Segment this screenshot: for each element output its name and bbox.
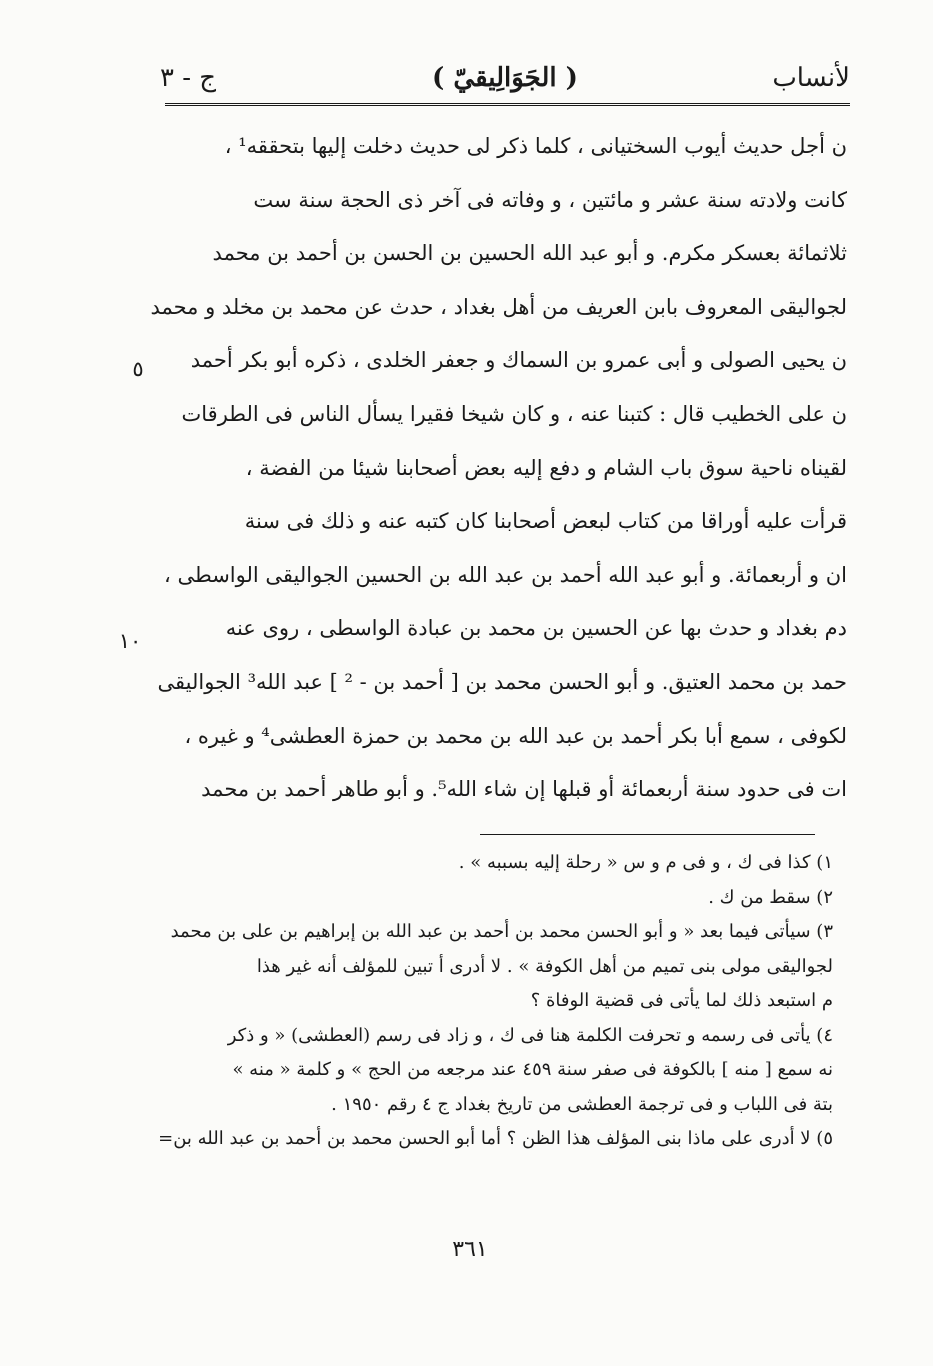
margin-line-number: ١٠ bbox=[118, 629, 142, 653]
footnote-line: م استبعد ذلك لما يأتى فى قضية الوفاة ؟ bbox=[530, 990, 833, 1011]
header-entry-title: ( الجَوَالِيقيّ ) bbox=[432, 63, 578, 93]
text-line: ن أجل حديث أيوب السختيانى ، كلما ذكر لى حديث دخلت إليها بتحققه¹ ، bbox=[224, 134, 847, 158]
page-number: ٣٦١ bbox=[452, 1237, 488, 1262]
footnote-divider bbox=[480, 834, 815, 835]
text-line: ان و أربعمائة. و أبو عبد الله أحمد بن عبد الله بن الحسين الجواليقى الواسطى ، bbox=[164, 562, 847, 587]
text-line: ثلاثمائة بعسكر مكرم. و أبو عبد الله الحسين بن الحسن بن أحمد بن محمد bbox=[212, 241, 847, 266]
text-line: ات فى حدود سنة أربعمائة أو قبلها إن شاء الله⁵. و أبو طاهر أحمد بن محمد bbox=[201, 777, 847, 802]
text-line: ن يحيى الصولى و أبى عمرو بن السماك و جعفر الخلدى ، ذكره أبو بكر أحمد bbox=[190, 348, 847, 373]
text-line: لكوفى ، سمع أبا بكر أحمد بن عبد الله بن محمد بن حمزة العطشى⁴ و غيره ، bbox=[184, 723, 847, 748]
text-line: لجواليقى المعروف بابن العريف من أهل بغداد ، حدث عن محمد بن مخلد و محمد bbox=[150, 294, 847, 319]
footnote-line: لجواليقى مولى بنى تميم من أهل الكوفة » . لا أدرى أ تبين للمؤلف أنه غير هذا bbox=[256, 955, 833, 977]
main-text bbox=[150, 120, 847, 817]
text-line: قرأت عليه أوراقا من كتاب لبعض أصحابنا كان كتبه عنه و ذلك فى سنة bbox=[244, 509, 847, 534]
text-line: دم بغداد و حدث بها عن الحسين بن محمد بن عبادة الواسطى ، روى عنه bbox=[225, 616, 847, 641]
footnote-line: ٢) سقط من ك . bbox=[708, 886, 833, 908]
footnotes bbox=[150, 846, 833, 1157]
footnote-line: ٣) سيأتى فيما بعد « و أبو الحسن محمد بن أحمد بن عبد الله بن إبراهيم بن على بن محمد bbox=[170, 921, 833, 942]
footnote-line: ٥) لا أدرى على ماذا بنى المؤلف هذا الظن ؟ أما أبو الحسن محمد بن أحمد بن عبد الله بن= bbox=[158, 1128, 833, 1149]
text-line: لقيناه ناحية سوق باب الشام و دفع إليه بعض أصحابنا شيئا من الفضة ، bbox=[245, 455, 847, 480]
text-line: حمد بن محمد العتيق. و أبو الحسن محمد بن [ أحمد بن - ² ] عبد الله³ الجواليقى bbox=[157, 669, 847, 694]
page-header bbox=[160, 58, 850, 98]
header-volume-number: ج - ٣ bbox=[160, 63, 217, 93]
header-section-title: لأنساب bbox=[772, 63, 850, 93]
margin-line-number: ٥ bbox=[132, 357, 144, 381]
header-divider bbox=[165, 103, 850, 106]
text-line: كانت ولادته سنة عشر و مائتين ، و وفاته فى آخر ذى الحجة سنة ست bbox=[253, 187, 847, 212]
footnote-line: ٤) يأتى فى رسمه و تحرفت الكلمة هنا فى ك ، و زاد فى رسم (العطشى) « و ذكر bbox=[227, 1024, 833, 1046]
text-line: ن على الخطيب قال : كتبنا عنه ، و كان شيخا فقيرا يسأل الناس فى الطرقات bbox=[181, 401, 847, 426]
footnote-line: بتة فى اللباب و فى ترجمة العطشى من تاريخ بغداد ج ٤ رقم ١٩٥٠ . bbox=[331, 1093, 833, 1115]
footnote-line: ١) كذا فى ك ، و فى م و س « رحلة إليه بسببه » . bbox=[458, 852, 833, 873]
footnote-line: نه سمع [ منه ] بالكوفة فى صفر سنة ٤٥٩ عند مرجعه من الحج » و كلمة « منه » bbox=[232, 1059, 833, 1080]
